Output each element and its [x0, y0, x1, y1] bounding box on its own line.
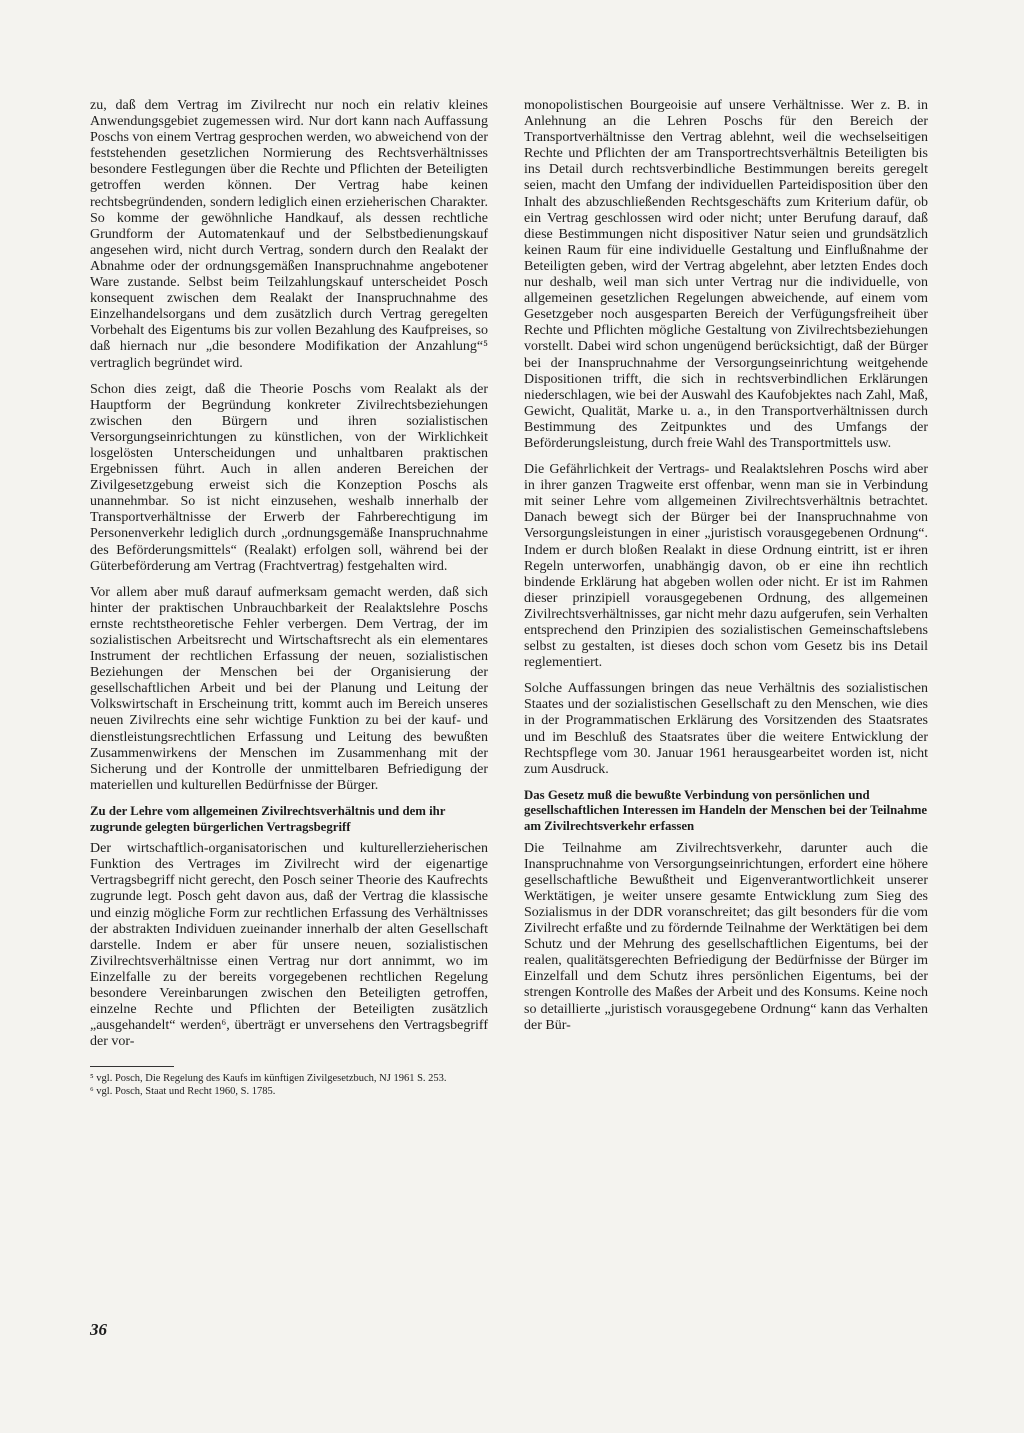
left-paragraph-2: Schon dies zeigt, daß die Theorie Poschs vom Realakt als der Hauptform der Begründung konkreter Zivilrechtsbeziehungen zwischen den Bürgern und ihren sozialistischen Versorgungseinrichtungen zu künstlichen, von der Wirklichkeit losgelösten Unterscheidungen und unhaltbaren praktischen Ergebnissen führt. Auch in allen anderen Bereichen der Zivilgesetzgebung erweist sich die Konzeption Poschs als unannehmbar. So ist nicht einzusehen, weshalb innerhalb der Transportverhältnisse der Erwerb der Fahrberechtigung im Personenverkehr lediglich durch „ordnungsgemäße Inanspruchnahme des Beförderungsmittels“ (Realakt) erfolgen soll, während bei der Güterbeförderung am Vertrag (Frachtvertrag) festgehalten wird.	[90, 381, 488, 574]
left-paragraph-1: zu, daß dem Vertrag im Zivilrecht nur noch ein relativ kleines Anwendungsgebiet zugemessen wird. Nur dort kann nach Auffassung Poschs von einem Vertrag gesprochen werden, wo abweichend von der feststehenden gesetzlichen Normierung des Rechtsverhältnisses besondere Festlegungen über die Rechte und Pflichten der Beteiligten getroffen werden können. Der Vertrag habe keinen rechtsbegründenden, sondern lediglich einen erzieherischen Charakter. So komme der gewöhnliche Handkauf, als dessen rechtliche Grundform der Automatenkauf und der Selbstbedienungskauf angesehen wird, nicht durch Vertrag, sondern durch den Realakt der Abnahme oder der ordnungsgemäßen Inanspruchnahme angebotener Ware zustande. Selbst beim Teilzahlungskauf unterscheidet Posch konsequent zwischen dem Realakt der Inanspruchnahme des Einzelhandelsorgans und dem zusätzlich durch Vertrag geregelten Vorbehalt des Eigentums bis zur vollen Bezahlung des Kaufpreises, so daß hiernach nur „die besondere Modifikation der Anzahlung“⁵ vertraglich begründet wird.	[90, 98, 488, 371]
left-column	[90, 98, 488, 1098]
right-paragraph-2: Die Gefährlichkeit der Vertrags- und Realaktslehren Poschs wird aber in ihrer ganzen Tragweite erst offenbar, wenn man sie in Verbindung mit seiner Lehre vom allgemeinen Zivilrechtsverhältnis betrachtet. Danach bewegt sich der Bürger bei der Inanspruchnahme von Versorgungsleistungen in einer „juristisch vorausgegebenen Ordnung“. Indem er durch bloßen Realakt in diese Ordnung eintritt, ist er ihren Regeln unterworfen, unabhängig davon, ob er eine ihn rechtlich bindende Erklärung hat abgeben wollen oder nicht. Er ist im Rahmen dieser prinzipiell vorausgegebenen Ordnung, des allgemeinen Zivilrechtsverhältnisses, gar nicht mehr dazu aufgerufen, sein Verhalten entsprechend den Prinzipien des sozialistischen Gemeinschaftslebens selbst zu gestalten, ist dieses doch schon vom Gesetz bis ins Detail reglementiert.	[524, 462, 928, 671]
footnote-5: ⁵ vgl. Posch, Die Regelung des Kaufs im künftigen Zivilgesetzbuch, NJ 1961 S. 253.	[90, 1073, 447, 1085]
left-section-heading: Zu der Lehre vom allgemeinen Zivilrechtsverhältnis und dem ihr zugrunde gelegten bürgerlichen Vertragsbegriff	[90, 803, 446, 834]
left-paragraph-3: Vor allem aber muß darauf aufmerksam gemacht werden, daß sich hinter der praktischen Unbrauchbarkeit der Realaktslehre Poschs ernste rechtstheoretische Fehler verbergen. Dem Vertrag, der im sozialistischen Arbeitsrecht und Wirtschaftsrecht als ein elementares Instrument der rechtlichen Erfassung der neuen, sozialistischen Beziehungen der Menschen bei der Organisierung der gesellschaftlichen Arbeit und bei der Planung und Leitung der Volkswirtschaft in Erscheinung tritt, kommt auch im Bereich unseres neuen Zivilrechts eine sehr wichtige Funktion zu bei der kauf- und dienstleistungsrechtlichen Erfassung und Leitung des bewußten Zusammenwirkens der Menschen im Zusammenhang mit der Sicherung und der Kontrolle der unmittelbaren Befriedigung der materiellen und kulturellen Bedürfnisse der Bürger.	[90, 584, 488, 793]
right-paragraph-3: Solche Auffassungen bringen das neue Verhältnis des sozialistischen Staates und der sozialistischen Gesellschaft zu den Menschen, wie dies in der Programmatischen Erklärung des Vorsitzenden des Staatsrates und im Beschluß des Staatsrates über die weitere Entwicklung der Rechtspflege vom 30. Januar 1961 herausgearbeitet worden ist, nicht zum Ausdruck.	[524, 681, 928, 777]
left-paragraph-4: Der wirtschaftlich-organisatorischen und kulturellerzieherischen Funktion des Vertrages im Zivilrecht wird der eigenartige Vertragsbegriff nicht gerecht, den Posch seiner Theorie des Kaufrechts zugrunde legt. Posch geht davon aus, daß der Vertrag die klassische und einzig mögliche Form zur rechtlichen Erfassung des Verhältnisses der abstrakten Individuen zueinander innerhalb der alten Gesellschaft darstelle. Indem er aber für unsere neuen, sozialistischen Zivilrechtsverhältnisse einen Vertrag nur dort annimmt, wo im Einzelfalle zu der bereits vorgegebenen rechtlichen Regelung besondere Vereinbarungen zwischen den Beteiligten getroffen, einzelne Rechte und Pflichten der Beteiligten zusätzlich „ausgehandelt“ werden⁶, überträgt er unversehens den Vertragsbegriff der vor-	[90, 841, 488, 1050]
footnote-6: ⁶ vgl. Posch, Staat und Recht 1960, S. 1785.	[90, 1085, 276, 1097]
right-section-heading: Das Gesetz muß die bewußte Verbindung von persönlichen und gesellschaftlichen Interessen im Handeln der Menschen bei der Teilnahme am Zivilrechtsverkehr erfassen	[524, 787, 928, 834]
page-number: 36	[90, 1320, 107, 1339]
footnote-divider	[90, 1066, 174, 1067]
right-paragraph-4: Die Teilnahme am Zivilrechtsverkehr, darunter auch die Inanspruchnahme von Versorgungseinrichtungen, erfordert eine höhere gesellschaftliche Bewußtheit und Eigenverantwortlichkeit unserer Werktätigen, je weiter unsere gesamte Entwicklung zum Sieg des Sozialismus in der DDR voranschreitet; das gilt besonders für die vom Zivilrecht erfaßte und zu fördernde Teilnahme der Werktätigen bei dem Schutz und der Mehrung des gesellschaftlichen Eigentums, bei der realen, qualitätsgerechten Befriedigung der Bedürfnisse der Bürger im Einzelfall und dem Schutz ihres persönlichen Eigentums, bei der strengen Kontrolle des Maßes der Arbeit und des Konsums. Keine noch so detaillierte „juristisch vorausgegebene Ordnung“ kann das Verhalten der Bür-	[524, 840, 928, 1033]
right-paragraph-1: monopolistischen Bourgeoisie auf unsere Verhältnisse. Wer z. B. in Anlehnung an die Lehren Poschs für den Bereich der Transportverhältnisse den Vertrag ablehnt, weil die wechselseitigen Rechte und Pflichten der am Transportrechtsverhältnis Beteiligten bis ins Detail durch rechtsverbindliche Bestimmungen bereits geregelt seien, macht den Umfang der individuellen Parteidisposition über den Inhalt des abzuschließenden Rechtsgeschäfts zum Kriterium dafür, ob ein Vertrag geschlossen wird oder nicht; unter Berufung darauf, daß diese Bestimmungen nicht dispositiver Natur seien und grundsätzlich keinen Raum für eine individuelle Gestaltung und Einflußnahme der Beteiligten geben, wird der Vertrag abgelehnt, aber letzten Endes doch nur deshalb, weil man sich unter Vertrag nur die individuelle, von allgemeinen gesetzlichen Regelungen abweichende, auf einem vom Gesetzgeber noch ausgesparten Bereich der Verfügungsfreiheit über Rechte und Pflichten mögliche Gestaltung von Zivilrechtsbeziehungen vorstellt. Dabei wird schon ungenügend berücksichtigt, daß der Bürger bei der Inanspruchnahme der Versorgungseinrichtung weitgehende Dispositionen trifft, die sich in rechtsverbindlichen Erklärungen niederschlagen, wie bei der Auswahl des Kaufobjektes nach Zahl, Maß, Gewicht, Qualität, Marke u. a., in den Transportverhältnissen durch Bestimmung des Zeitpunktes und des Umfangs der Beförderungsleistung, durch freie Wahl des Transportmittels usw.	[524, 98, 928, 451]
right-column	[524, 98, 928, 1044]
